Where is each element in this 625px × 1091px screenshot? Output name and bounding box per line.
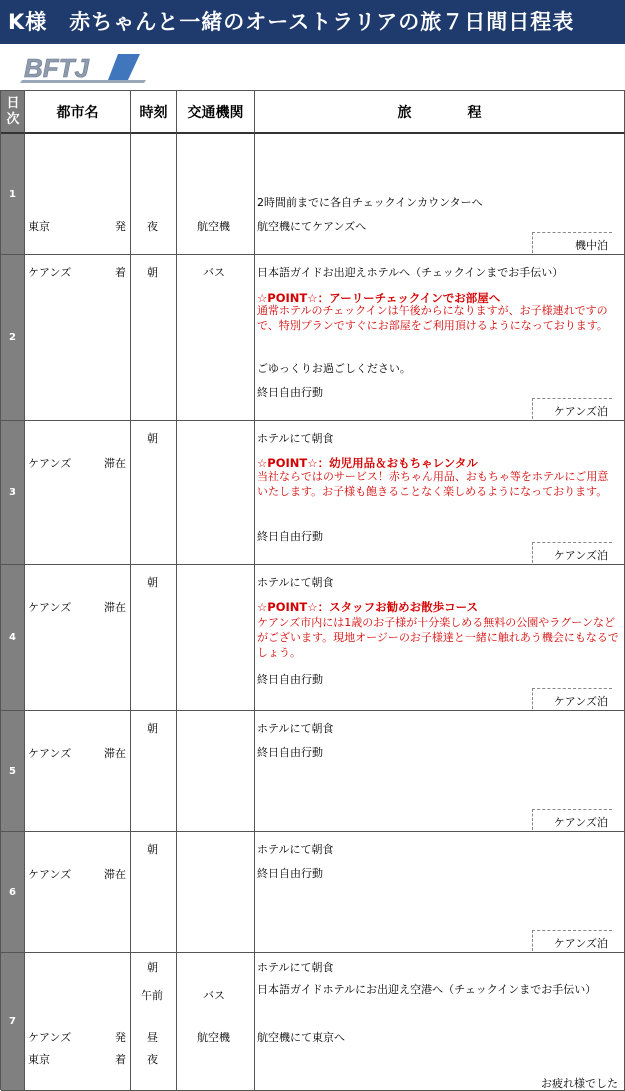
time-value: 朝: [147, 961, 158, 974]
city-name: 東京: [28, 220, 50, 233]
page-title: K様 赤ちゃんと一緒のオーストラリアの旅７日間日程表: [0, 0, 625, 44]
header-itinerary: 旅 程: [255, 91, 625, 134]
itinerary-line: ごゆっくりお過ごしください。: [257, 362, 411, 375]
city-name: ケアンズ: [28, 457, 72, 470]
city-direction: 着: [115, 266, 126, 279]
time-cell: [131, 565, 177, 711]
itinerary-line: 日本語ガイドお出迎えホテルへ（チェックインまでお手伝い）: [257, 266, 564, 279]
itinerary-cell: [255, 953, 625, 1091]
city-direction: 滞在: [104, 747, 126, 760]
city-direction: 滞在: [104, 457, 126, 470]
time-value: 夜: [147, 1053, 158, 1066]
header-time: 時刻: [131, 91, 177, 134]
time-cell: [131, 421, 177, 565]
overnight-label: ケアンズ泊: [532, 809, 612, 830]
itinerary-line: 日本語ガイドホテルにお出迎え空港へ（チェックインまでお手伝い）: [257, 983, 597, 996]
company-logo: [16, 50, 152, 84]
itinerary-line: ホテルにて朝食: [257, 722, 334, 735]
city-cell: [25, 134, 131, 255]
city-direction: 発: [115, 220, 126, 233]
header-transport: 交通機関: [177, 91, 255, 134]
city-name: ケアンズ: [28, 747, 72, 760]
overnight-label: ケアンズ泊: [532, 930, 612, 951]
overnight-label: ケアンズ泊: [532, 398, 612, 419]
header-day-label: 日次: [6, 95, 20, 127]
point-title: ☆POINT☆：幼児用品＆おもちゃレンタル: [257, 456, 478, 470]
itinerary-cell: [255, 255, 625, 421]
point-body: 当社ならではのサービス！赤ちゃん用品、おもちゃ等をホテルにご用意いたします。お子様も飽きることなく楽しめるようになっております。: [257, 470, 609, 498]
itinerary-line: ホテルにて朝食: [257, 843, 334, 856]
itinerary-cell: [255, 832, 625, 953]
day-number: 3: [1, 421, 25, 565]
time-cell: [131, 832, 177, 953]
day-number: 4: [1, 565, 25, 711]
city-direction: 着: [115, 1053, 126, 1066]
city-cell: [25, 832, 131, 953]
day-number: 1: [1, 134, 25, 255]
itinerary-line: 終日自由行動: [257, 673, 323, 686]
transport-value: 航空機: [197, 1031, 230, 1044]
city-cell: [25, 711, 131, 832]
city-cell: [25, 953, 131, 1091]
time-cell: [131, 255, 177, 421]
header-city: 都市名: [25, 91, 131, 134]
time-value: 朝: [147, 722, 158, 735]
transport-cell: [177, 953, 255, 1091]
overnight-label: ケアンズ泊: [532, 688, 612, 709]
city-direction: 滞在: [104, 601, 126, 614]
itinerary-line: ホテルにて朝食: [257, 961, 334, 974]
itinerary-line: 終日自由行動: [257, 530, 323, 543]
transport-value: 航空機: [197, 220, 230, 233]
itinerary-line: 2時間前までに各自チェックインカウンターへ: [257, 196, 483, 209]
transport-cell: [177, 134, 255, 255]
time-cell: [131, 134, 177, 255]
time-value: 昼: [147, 1031, 158, 1044]
transport-cell: [177, 832, 255, 953]
time-value: 午前: [141, 989, 163, 1002]
transport-value: バス: [203, 989, 225, 1002]
itinerary-line: 終日自由行動: [257, 746, 323, 759]
time-value: 朝: [147, 843, 158, 856]
time-value: 朝: [147, 432, 158, 445]
itinerary-line: 終日自由行動: [257, 867, 323, 880]
transport-cell: [177, 711, 255, 832]
day-number: 5: [1, 711, 25, 832]
transport-value: バス: [203, 266, 225, 279]
itinerary-cell: [255, 711, 625, 832]
transport-cell: [177, 421, 255, 565]
day-number: 2: [1, 255, 25, 421]
point-body: 通常ホテルのチェックインは午後からになりますが、お子様連れですので、特別プランですぐにお部屋をご利用頂けるようになっております。: [257, 304, 608, 332]
svg-text:BFTJ: BFTJ: [24, 53, 89, 83]
point-title: ☆POINT☆：スタッフお勧めお散歩コース: [257, 600, 478, 614]
point-title: ☆POINT☆：アーリーチェックインでお部屋へ: [257, 291, 501, 305]
time-cell: [131, 953, 177, 1091]
city-name: ケアンズ: [28, 601, 72, 614]
city-direction: 滞在: [104, 868, 126, 881]
itinerary-line: ホテルにて朝食: [257, 576, 334, 589]
city-direction: 発: [115, 1031, 126, 1044]
time-cell: [131, 711, 177, 832]
itinerary-line: 航空機にてケアンズへ: [257, 220, 367, 233]
time-value: 夜: [147, 220, 158, 233]
city-name: ケアンズ: [28, 868, 72, 881]
day-number: 6: [1, 832, 25, 953]
overnight-label: ケアンズ泊: [532, 542, 612, 563]
itinerary-cell: [255, 421, 625, 565]
city-cell: [25, 421, 131, 565]
itinerary-cell: [255, 565, 625, 711]
transport-cell: [177, 565, 255, 711]
city-cell: [25, 565, 131, 711]
transport-cell: [177, 255, 255, 421]
point-body: ケアンズ市内には1歳のお子様が十分楽しめる無料の公園やラグーンなどがございます。現地オージーのお子様達と一緒に触れあう機会にもなるでしょう。: [257, 616, 619, 659]
day-number: 7: [1, 953, 25, 1091]
city-name: ケアンズ: [28, 266, 72, 279]
itinerary-table: [0, 90, 625, 1090]
itinerary-line: 航空機にて東京へ: [257, 1031, 345, 1044]
city-name: 東京: [28, 1053, 50, 1066]
time-value: 朝: [147, 576, 158, 589]
itinerary-line: 終日自由行動: [257, 386, 323, 399]
itinerary-cell: [255, 134, 625, 255]
time-value: 朝: [147, 266, 158, 279]
itinerary-line: ホテルにて朝食: [257, 432, 334, 445]
header-day: [1, 91, 25, 134]
city-name: ケアンズ: [28, 1031, 72, 1044]
closing-message: お疲れ様でした: [541, 1077, 618, 1090]
overnight-label: 機中泊: [532, 232, 612, 253]
city-cell: [25, 255, 131, 421]
